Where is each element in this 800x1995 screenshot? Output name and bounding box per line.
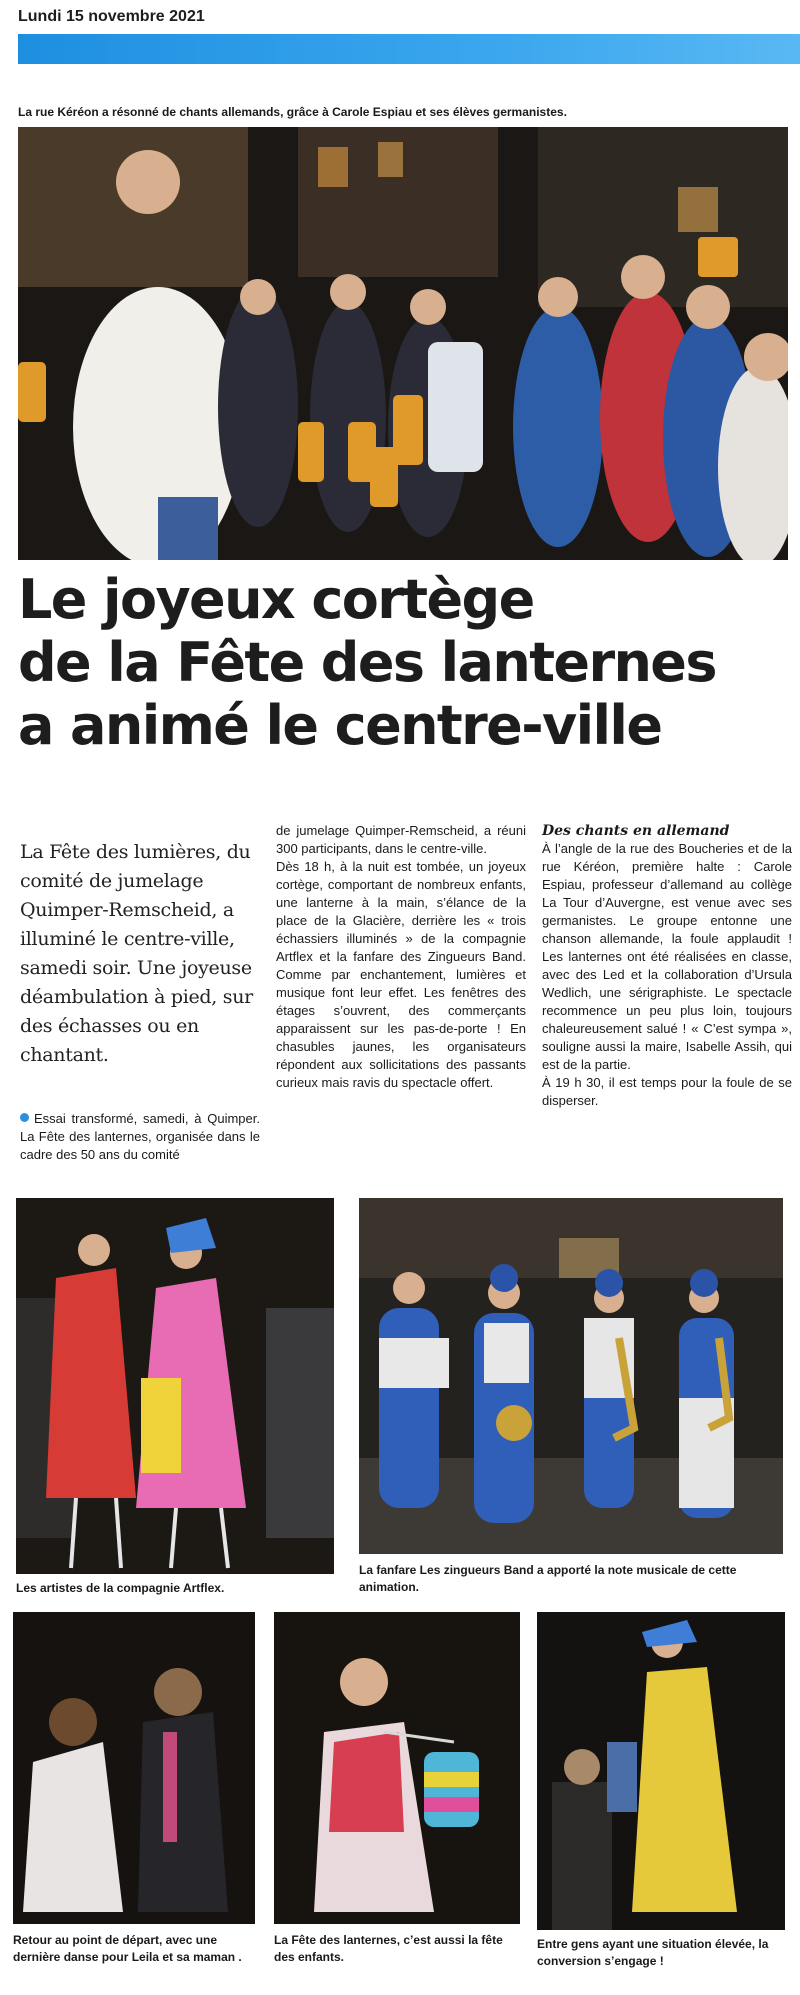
article-headline <box>18 568 788 757</box>
photo-enfants <box>274 1612 520 1924</box>
photo-echasses <box>537 1612 785 1930</box>
page-date: Lundi 15 novembre 2021 <box>18 8 205 25</box>
photo-fanfare <box>359 1198 783 1554</box>
headline-line-1: Le joyeux cortège <box>18 568 534 631</box>
article-column-3 <box>542 822 792 1110</box>
caption-fanfare: La fanfare Les zingueurs Band a apporté la note musicale de cette animation. <box>359 1563 737 1594</box>
column-3-subheading: Des chants en allemand <box>542 823 730 839</box>
photo-dance <box>13 1612 255 1924</box>
article-column-2 <box>276 822 526 1092</box>
column-2-paragraph-1: de jumelage Quimper-Remscheid, a réuni 300 participants, dans le centre-ville. <box>276 823 526 856</box>
caption-dance: Retour au point de départ, avec une dernière danse pour Leila et sa maman . <box>13 1933 242 1964</box>
headline-line-2: de la Fête des lanternes <box>18 631 716 694</box>
headline-line-3: a animé le centre-ville <box>18 694 662 757</box>
caption-enfants: La Fête des lanternes, c’est aussi la fête des enfants. <box>274 1933 503 1964</box>
main-photo-caption: La rue Kéréon a résonné de chants allemands, grâce à Carole Espiau et ses élèves germanistes. <box>18 105 567 119</box>
photo-artflex <box>16 1198 334 1574</box>
article-intro <box>20 1110 260 1164</box>
bullet-icon <box>20 1113 29 1122</box>
intro-text: Essai transformé, samedi, à Quimper. La Fête des lanternes, organisée dans le cadre des 50 ans du comité <box>20 1111 260 1162</box>
article-lead: La Fête des lumières, du comité de jumelage Quimper-Remscheid, a illuminé le centre-ville, samedi soir. Une joyeuse déambulation à pied, sur des échasses ou en chantant. <box>20 841 253 1066</box>
column-3-paragraph-2: À 19 h 30, il est temps pour la foule de se disperser. <box>542 1075 792 1108</box>
header-blue-band <box>18 34 800 64</box>
caption-echasses: Entre gens ayant une situation élevée, la conversion s’engage ! <box>537 1937 769 1968</box>
caption-artflex: Les artistes de la compagnie Artflex. <box>16 1581 225 1595</box>
column-3-paragraph-1: À l’angle de la rue des Boucheries et de la rue Kéréon, première halte : Carole Espiau, professeur d’allemand au collège La Tour d’Auvergne, est venue avec ses germanistes. Le groupe entonne une chanson allemande, la foule applaudit ! Les lanternes ont été réalisées en classe, avec des Led et la collaboration d’Ursula Wedlich, une sérigraphiste. Le spectacle recommence un peu plus loin, toujours chaleureusement salué ! « C’est sympa », souligne aussi la maire, Isabelle Assih, qui est de la partie. <box>542 841 792 1072</box>
column-2-paragraph-2: Dès 18 h, à la nuit est tombée, un joyeux cortège, comportant de nombreux enfants, une lanterne à la main, s’élance de la place de la Glacière, derrière les « trois échassiers illuminés » de la compagnie Artflex et la fanfare des Zingueurs Band. Comme par enchantement, lumières et musique font leur effet. Les fenêtres des étages s’ouvrent, des commerçants apparaissent sur les pas-de-porte ! En chasubles jaunes, les organisateurs répondent aux sollicitations des passants curieux mais ravis du spectacle offert. <box>276 859 526 1090</box>
main-photo-choir <box>18 127 788 560</box>
